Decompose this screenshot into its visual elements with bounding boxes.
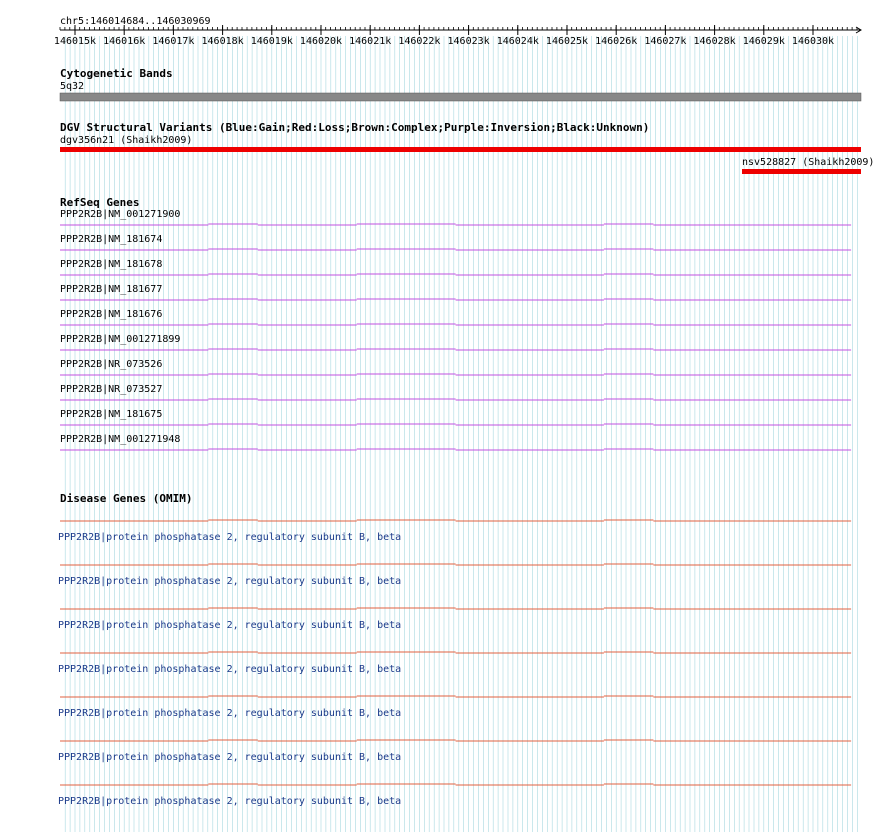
ruler-tick-label: 146026k bbox=[595, 36, 638, 47]
refseq-gene-label[interactable]: PPP2R2B|NM_001271948 bbox=[60, 434, 181, 445]
refseq-gene-label[interactable]: PPP2R2B|NM_181676 bbox=[60, 309, 163, 320]
ruler-tick-label: 146015k bbox=[53, 36, 97, 47]
omim-gene-label[interactable]: PPP2R2B|protein phosphatase 2, regulatory subunit B, beta bbox=[58, 620, 402, 631]
ruler-tick-label: 146017k bbox=[152, 36, 195, 47]
coordinate-ruler[interactable] bbox=[54, 25, 861, 47]
refseq-transcript-line[interactable] bbox=[60, 424, 851, 425]
ruler-tick-label: 146021k bbox=[349, 36, 392, 47]
ruler-tick-label: 146028k bbox=[693, 36, 736, 47]
refseq-gene-label[interactable]: PPP2R2B|NM_181677 bbox=[60, 284, 163, 295]
ruler-tick-label: 146016k bbox=[103, 36, 146, 47]
dgv-track-title: DGV Structural Variants (Blue:Gain;Red:Loss;Brown:Complex;Purple:Inversion;Black:Unknown) bbox=[60, 121, 650, 134]
omim-gene-label[interactable]: PPP2R2B|protein phosphatase 2, regulatory subunit B, beta bbox=[58, 752, 402, 763]
ruler-tick-label: 146024k bbox=[496, 36, 539, 47]
refseq-track-title: RefSeq Genes bbox=[60, 196, 140, 209]
ruler-tick-label: 146020k bbox=[299, 36, 343, 47]
omim-gene-line[interactable] bbox=[60, 740, 851, 741]
ruler-tick-label: 146025k bbox=[545, 36, 589, 47]
refseq-gene-label[interactable]: PPP2R2B|NR_073526 bbox=[60, 359, 163, 370]
dgv-loss-feature[interactable] bbox=[60, 147, 861, 152]
ruler-tick-label: 146023k bbox=[447, 36, 490, 47]
location-label: chr5:146014684..146030969 bbox=[60, 16, 211, 27]
omim-gene-label[interactable]: PPP2R2B|protein phosphatase 2, regulatory subunit B, beta bbox=[58, 576, 402, 587]
refseq-gene-label[interactable]: PPP2R2B|NM_181675 bbox=[60, 409, 163, 420]
refseq-transcript-line[interactable] bbox=[60, 349, 851, 350]
ruler-tick-label: 146030k bbox=[791, 36, 835, 47]
omim-track-title: Disease Genes (OMIM) bbox=[60, 492, 193, 505]
omim-gene-list bbox=[58, 520, 851, 807]
dgv-feature-label: dgv356n21 (Shaikh2009) bbox=[60, 135, 193, 146]
omim-gene-line[interactable] bbox=[60, 608, 851, 609]
ruler-tick-label: 146027k bbox=[644, 36, 687, 47]
refseq-transcript-line[interactable] bbox=[60, 274, 851, 275]
omim-gene-line[interactable] bbox=[60, 652, 851, 653]
refseq-transcript-line[interactable] bbox=[60, 399, 851, 400]
cytoband-bar[interactable] bbox=[60, 93, 861, 101]
omim-gene-line[interactable] bbox=[60, 520, 851, 521]
ruler-tick-label: 146022k bbox=[398, 36, 441, 47]
refseq-transcript-line[interactable] bbox=[60, 324, 851, 325]
refseq-gene-list bbox=[60, 209, 851, 450]
refseq-transcript-line[interactable] bbox=[60, 449, 851, 450]
omim-gene-label[interactable]: PPP2R2B|protein phosphatase 2, regulatory subunit B, beta bbox=[58, 708, 402, 719]
refseq-gene-label[interactable]: PPP2R2B|NM_001271899 bbox=[60, 334, 181, 345]
cytoband-label: 5q32 bbox=[60, 81, 85, 92]
omim-gene-label[interactable]: PPP2R2B|protein phosphatase 2, regulatory subunit B, beta bbox=[58, 532, 402, 543]
refseq-gene-label[interactable]: PPP2R2B|NR_073527 bbox=[60, 384, 163, 395]
refseq-gene-label[interactable]: PPP2R2B|NM_001271900 bbox=[60, 209, 181, 220]
cytoband-track-title: Cytogenetic Bands bbox=[60, 67, 173, 80]
omim-gene-label[interactable]: PPP2R2B|protein phosphatase 2, regulatory subunit B, beta bbox=[58, 796, 402, 807]
omim-gene-line[interactable] bbox=[60, 784, 851, 785]
dgv-feature-label: nsv528827 (Shaikh2009) bbox=[742, 157, 875, 168]
refseq-transcript-line[interactable] bbox=[60, 374, 851, 375]
ruler-tick-label: 146018k bbox=[201, 36, 244, 47]
dgv-loss-feature[interactable] bbox=[742, 169, 861, 174]
refseq-transcript-line[interactable] bbox=[60, 249, 851, 250]
ruler-tick-label: 146029k bbox=[742, 36, 785, 47]
refseq-transcript-line[interactable] bbox=[60, 299, 851, 300]
refseq-transcript-line[interactable] bbox=[60, 224, 851, 225]
ruler-tick-label: 146019k bbox=[250, 36, 293, 47]
refseq-gene-label[interactable]: PPP2R2B|NM_181678 bbox=[60, 259, 163, 270]
omim-gene-line[interactable] bbox=[60, 696, 851, 697]
omim-gene-line[interactable] bbox=[60, 564, 851, 565]
omim-gene-label[interactable]: PPP2R2B|protein phosphatase 2, regulatory subunit B, beta bbox=[58, 664, 402, 675]
refseq-gene-label[interactable]: PPP2R2B|NM_181674 bbox=[60, 234, 163, 245]
